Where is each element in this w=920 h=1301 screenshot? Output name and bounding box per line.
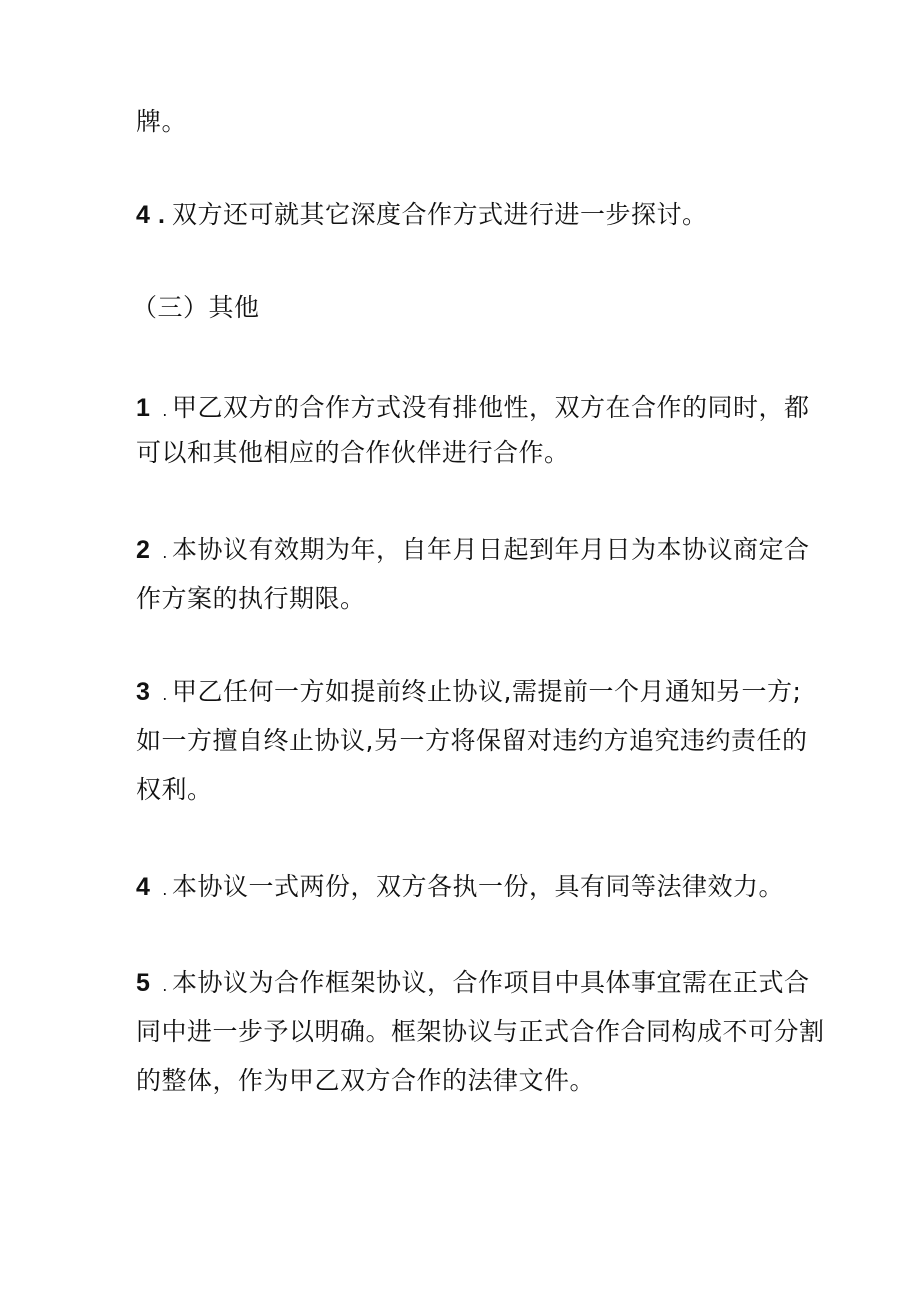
paragraph-number: 2 (136, 536, 151, 564)
paragraph-text: 本协议为合作框架协议，合作项目中具体事宜需在正式合 (172, 968, 810, 997)
paragraph-3-line-3 (136, 774, 796, 806)
paragraph-separator: . (158, 201, 166, 229)
paragraph-2-line-2 (136, 583, 796, 615)
paragraph-text: 甲乙任何一方如提前终止协议,需提前一个月通知另一方; (172, 677, 802, 706)
paragraph-2-line-1 (136, 534, 810, 569)
paragraph-text: 同中进一步予以明确。框架协议与正式合作合同构成不可分割 (136, 1017, 825, 1046)
paragraph-text: 本协议有效期为年，自年月日起到年月日为本协议商定合 (172, 535, 810, 564)
paragraph-5-line-2 (136, 1016, 825, 1048)
paragraph-1-line-2 (136, 437, 796, 469)
paragraph-separator: . (162, 685, 168, 704)
paragraph-text: 双方还可就其它深度合作方式进行进一步探讨。 (172, 200, 708, 229)
paragraph-number: 4 (136, 201, 151, 229)
paragraph-number: 4 (136, 873, 151, 901)
paragraph-number: 1 (136, 394, 151, 422)
paragraph-text: 可以和其他相应的合作伙伴进行合作。 (136, 438, 570, 467)
paragraph-text: 权利。 (136, 775, 213, 804)
paragraph-text: 的整体，作为甲乙双方合作的法律文件。 (136, 1066, 596, 1095)
paragraph-text: 本协议一式两份，双方各执一份，具有同等法律效力。 (172, 872, 785, 901)
paragraph-text: 牌。 (136, 107, 188, 136)
paragraph-number: 3 (136, 678, 151, 706)
paragraph-separator: . (162, 976, 168, 995)
paragraph-4-cooperation (136, 199, 796, 231)
paragraph-text: 作方案的执行期限。 (136, 584, 366, 613)
paragraph-4-validity (136, 871, 796, 906)
paragraph-text: 如一方擅自终止协议,另一方将保留对违约方追究违约责任的 (136, 726, 808, 755)
paragraph-5-line-1 (136, 967, 810, 1002)
section-heading-text: （三）其他 (132, 293, 260, 322)
paragraph-separator: . (162, 543, 168, 562)
paragraph-separator: . (162, 401, 168, 420)
paragraph-5-line-3 (136, 1065, 796, 1097)
paragraph-3-line-1 (136, 676, 802, 711)
section-heading-other (132, 292, 792, 324)
paragraph-3-line-2 (136, 725, 808, 757)
paragraph-separator: . (162, 880, 168, 899)
paragraph-text: 甲乙双方的合作方式没有排他性，双方在合作的同时，都 (172, 393, 810, 422)
paragraph-continuation (136, 106, 796, 138)
paragraph-1-line-1 (136, 392, 810, 427)
paragraph-number: 5 (136, 969, 151, 997)
